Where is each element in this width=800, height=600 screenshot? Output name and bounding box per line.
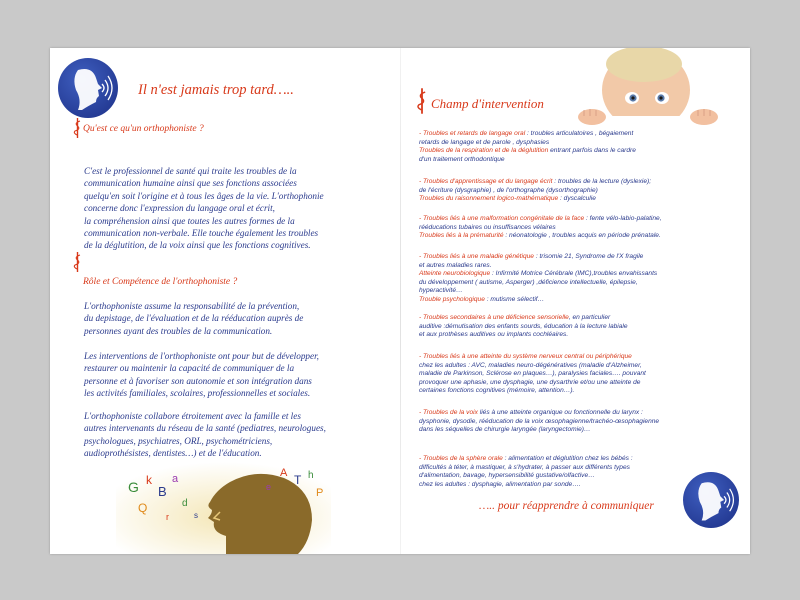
item-category: - Troubles secondaires à une déficience sensorielle (419, 314, 569, 321)
item-description: : alimentation et déglutition chez les bébés : (502, 455, 633, 462)
item-line (419, 224, 739, 233)
item-description: retards de langage et de parole , dysphasies (419, 138, 550, 146)
item-line (419, 362, 739, 371)
svg-text:s: s (194, 511, 198, 520)
item-line (419, 418, 739, 427)
svg-text:B: B (158, 484, 167, 499)
item-description: : néonatologie , troubles acquis en période prénatale. (503, 232, 661, 240)
right-panel (401, 48, 750, 554)
text-line: personnes ayant des troubles de la communication. (84, 325, 273, 336)
item-line (419, 262, 739, 271)
asclepius-snake-icon (72, 118, 83, 138)
item-description: liés à une atteinte organique ou fonctionnelle du larynx : (477, 409, 643, 416)
item-description: rééducations tubaires ou insuffisances vélaires (419, 223, 556, 231)
item-category: - Troubles de la voix (419, 409, 478, 416)
text-line: concerne donc l'expression du langage oral et écrit, (84, 203, 275, 214)
item-line (419, 426, 739, 435)
item-description: : Infirmité Motrice Cérébrale (IMC),troubles envahissants (490, 270, 658, 278)
svg-text:d: d (182, 498, 188, 509)
item-line (419, 187, 739, 196)
item-line (419, 296, 739, 305)
text-line: communication non-verbale. Elle touche également les troubles (84, 228, 319, 239)
item-description: , en particulier (568, 314, 611, 321)
item-description: : trisomie 21, Syndrome de l'X fragile (533, 253, 644, 260)
item-category: Troubles liés à la prématurité (419, 232, 504, 240)
item-description: du développement ( autisme, Asperger) ,déficience intellectuelle, épilepsie, (419, 278, 638, 286)
item-line (419, 279, 739, 288)
logo-head-icon (683, 472, 739, 528)
svg-text:T: T (294, 473, 302, 487)
item-description: certaines fonctions cognitives (mémoire, attention…). (419, 387, 575, 395)
section-heading-what: Qu'est ce qu'un orthophoniste ? (83, 124, 204, 134)
item-line (419, 353, 739, 362)
text-line: personne et à favoriser son autonomie et son intégration dans (84, 375, 312, 386)
item-description: provoquer une aphasie, une dysphagie, une dysarthrie et/ou une atteinte de (419, 378, 641, 386)
item-category: - Troubles et retards de langage oral (419, 130, 526, 137)
item-category: Trouble psychologique (419, 295, 485, 303)
item-description: difficultés à téter, à mastiquer, à s'hydrater, à passer aux différents types (419, 463, 630, 471)
item-description: : troubles de la lecture (dyslexie); (552, 178, 652, 185)
item-description: : dyscalculie (558, 195, 596, 203)
item-line (419, 331, 739, 340)
text-line: restaurer ou maintenir la capacité de communiquer de la (84, 363, 295, 374)
item-line (419, 287, 739, 296)
text-line: Les interventions de l'orthophoniste ont pour but de développer, (84, 351, 319, 361)
paragraph-definition (84, 165, 324, 252)
item-line (419, 379, 739, 388)
item-description: et autres maladies rares. (419, 261, 492, 269)
item-description: entrant parfois dans le cardre (548, 147, 636, 155)
item-line (419, 156, 739, 165)
item-category: - Troubles liés à une atteinte du système nerveux central ou périphérique (419, 353, 632, 360)
item-category: - Troubles liés à une malformation congénitale de la face (419, 215, 585, 222)
head-letters-illustration (116, 462, 331, 554)
text-line: la compréhension ainsi que toutes les autres formes de la (84, 215, 295, 226)
asclepius-snake-icon (415, 86, 429, 116)
item-category: - Troubles de la sphère orale (419, 455, 503, 462)
item-line (419, 130, 739, 139)
svg-text:e: e (266, 482, 272, 492)
item-line (419, 195, 739, 204)
text-line: quelqu'en soit l'origine et à tous les âges de la vie. L'orthophonie (84, 190, 324, 201)
text-line: autres intervenants du réseau de la santé (pediatres, neurologues, (84, 423, 326, 434)
text-line: psychologues, psychiatres, ORL, psychométriciens, (84, 435, 273, 446)
item-line (419, 370, 739, 379)
svg-text:A: A (280, 467, 288, 479)
item-line (419, 139, 739, 148)
text-line: du depistage, de l'évaluation et de la rééducation auprès de (84, 313, 304, 324)
baby-peeking-photo (578, 48, 718, 132)
svg-text:Q: Q (138, 501, 148, 515)
item-category: Atteinte neurobiologique (419, 270, 491, 278)
item-description: maladie de Parkinson, Sclérose en plaques…), paralysies faciales…. pouvant (419, 370, 646, 378)
text-line: C'est le professionnel de santé qui traite les troubles de la (84, 166, 297, 176)
text-line: audioprothésistes, dentistes…) et de l'éducation. (84, 448, 262, 459)
intervention-item (419, 253, 739, 305)
item-description: dans les séquelles de chirurgie laryngée (laryngectomie)… (419, 426, 591, 434)
item-line (419, 387, 739, 396)
paragraph-role-1 (84, 300, 303, 337)
section-heading-role: Rôle et Compétence de l'orthophoniste ? (83, 277, 238, 287)
intervention-item (419, 178, 739, 204)
paragraph-role-2 (84, 350, 319, 400)
paragraph-role-3 (84, 410, 326, 460)
intervention-item (419, 409, 739, 435)
item-line (419, 215, 739, 224)
item-line (419, 270, 739, 279)
item-description: d'un traitement orthodontique (419, 155, 505, 163)
item-line (419, 253, 739, 262)
item-description: de l'écriture (dysgraphie) , de l'orthographe (dysorthographie) (419, 186, 598, 194)
intervention-item (419, 215, 739, 241)
item-description: dysphonie, dysodie, rééducation de la voix œsophagienne/trachéo-œsophagienne (419, 417, 660, 425)
text-line: communication humaine ainsi que ses fonctions associées (84, 178, 297, 189)
main-title: Il n'est jamais trop tard….. (138, 82, 294, 98)
text-line: les activités familiales, scolaires, professionnelles et sociales. (84, 388, 311, 399)
svg-text:h: h (308, 470, 314, 481)
text-line: de la déglutition, de la voix ainsi que les fonctions cognitives. (84, 240, 311, 251)
left-panel (50, 48, 400, 554)
svg-text:G: G (128, 479, 139, 495)
intervention-item (419, 353, 739, 396)
item-line (419, 455, 739, 464)
item-description: auditive :démutisation des enfants sourds, éducation à la lecture labiale (419, 322, 628, 330)
brochure-sheet (50, 48, 750, 554)
item-line (419, 314, 739, 323)
item-description: : troubles articulatoires , bégaiement (525, 130, 634, 137)
asclepius-snake-icon (72, 252, 83, 272)
item-description: chez les adultes : dysphagie, alimentation par sonde…. (419, 480, 581, 488)
item-category: Troubles de la respiration et de la déglutition (419, 147, 549, 155)
tagline: ….. pour réapprendre à communiquer (479, 500, 654, 512)
logo-head-icon (58, 58, 118, 118)
intervention-item (419, 314, 739, 340)
item-line (419, 232, 739, 241)
item-description: et aux prothèses auditives ou implants cochléaires. (419, 331, 569, 339)
text-line: L'orthophoniste assume la responsabilité de la prévention, (84, 301, 300, 311)
right-title: Champ d'intervention (431, 96, 544, 111)
item-line (419, 464, 739, 473)
item-line (419, 323, 739, 332)
item-category: Troubles du raisonnement logico-mathématique (419, 195, 559, 203)
item-description: hyperactivité… (419, 287, 463, 295)
item-line (419, 147, 739, 156)
svg-text:P: P (316, 487, 324, 499)
intervention-item (419, 130, 739, 164)
svg-text:k: k (146, 473, 152, 487)
item-description: chez les adultes : AVC, maladies neuro-dégénératives (maladie d'Alzheimer, (419, 361, 642, 369)
item-description: : mutisme sélectif… (484, 295, 545, 303)
item-line (419, 409, 739, 418)
text-line: L'orthophoniste collabore étroitement avec la famille et les (84, 411, 301, 421)
item-description: : fente vélo-labio-palatine, (584, 215, 662, 222)
item-description: d'alimentation, bavage, hypersensibilité gustative/olfactive… (419, 472, 595, 480)
svg-text:a: a (172, 473, 179, 485)
item-line (419, 178, 739, 187)
svg-text:r: r (166, 512, 169, 522)
item-category: - Troubles liés à une maladie génétique (419, 253, 534, 260)
item-category: - Troubles d'apprentissage et du langage écrit (419, 178, 553, 185)
